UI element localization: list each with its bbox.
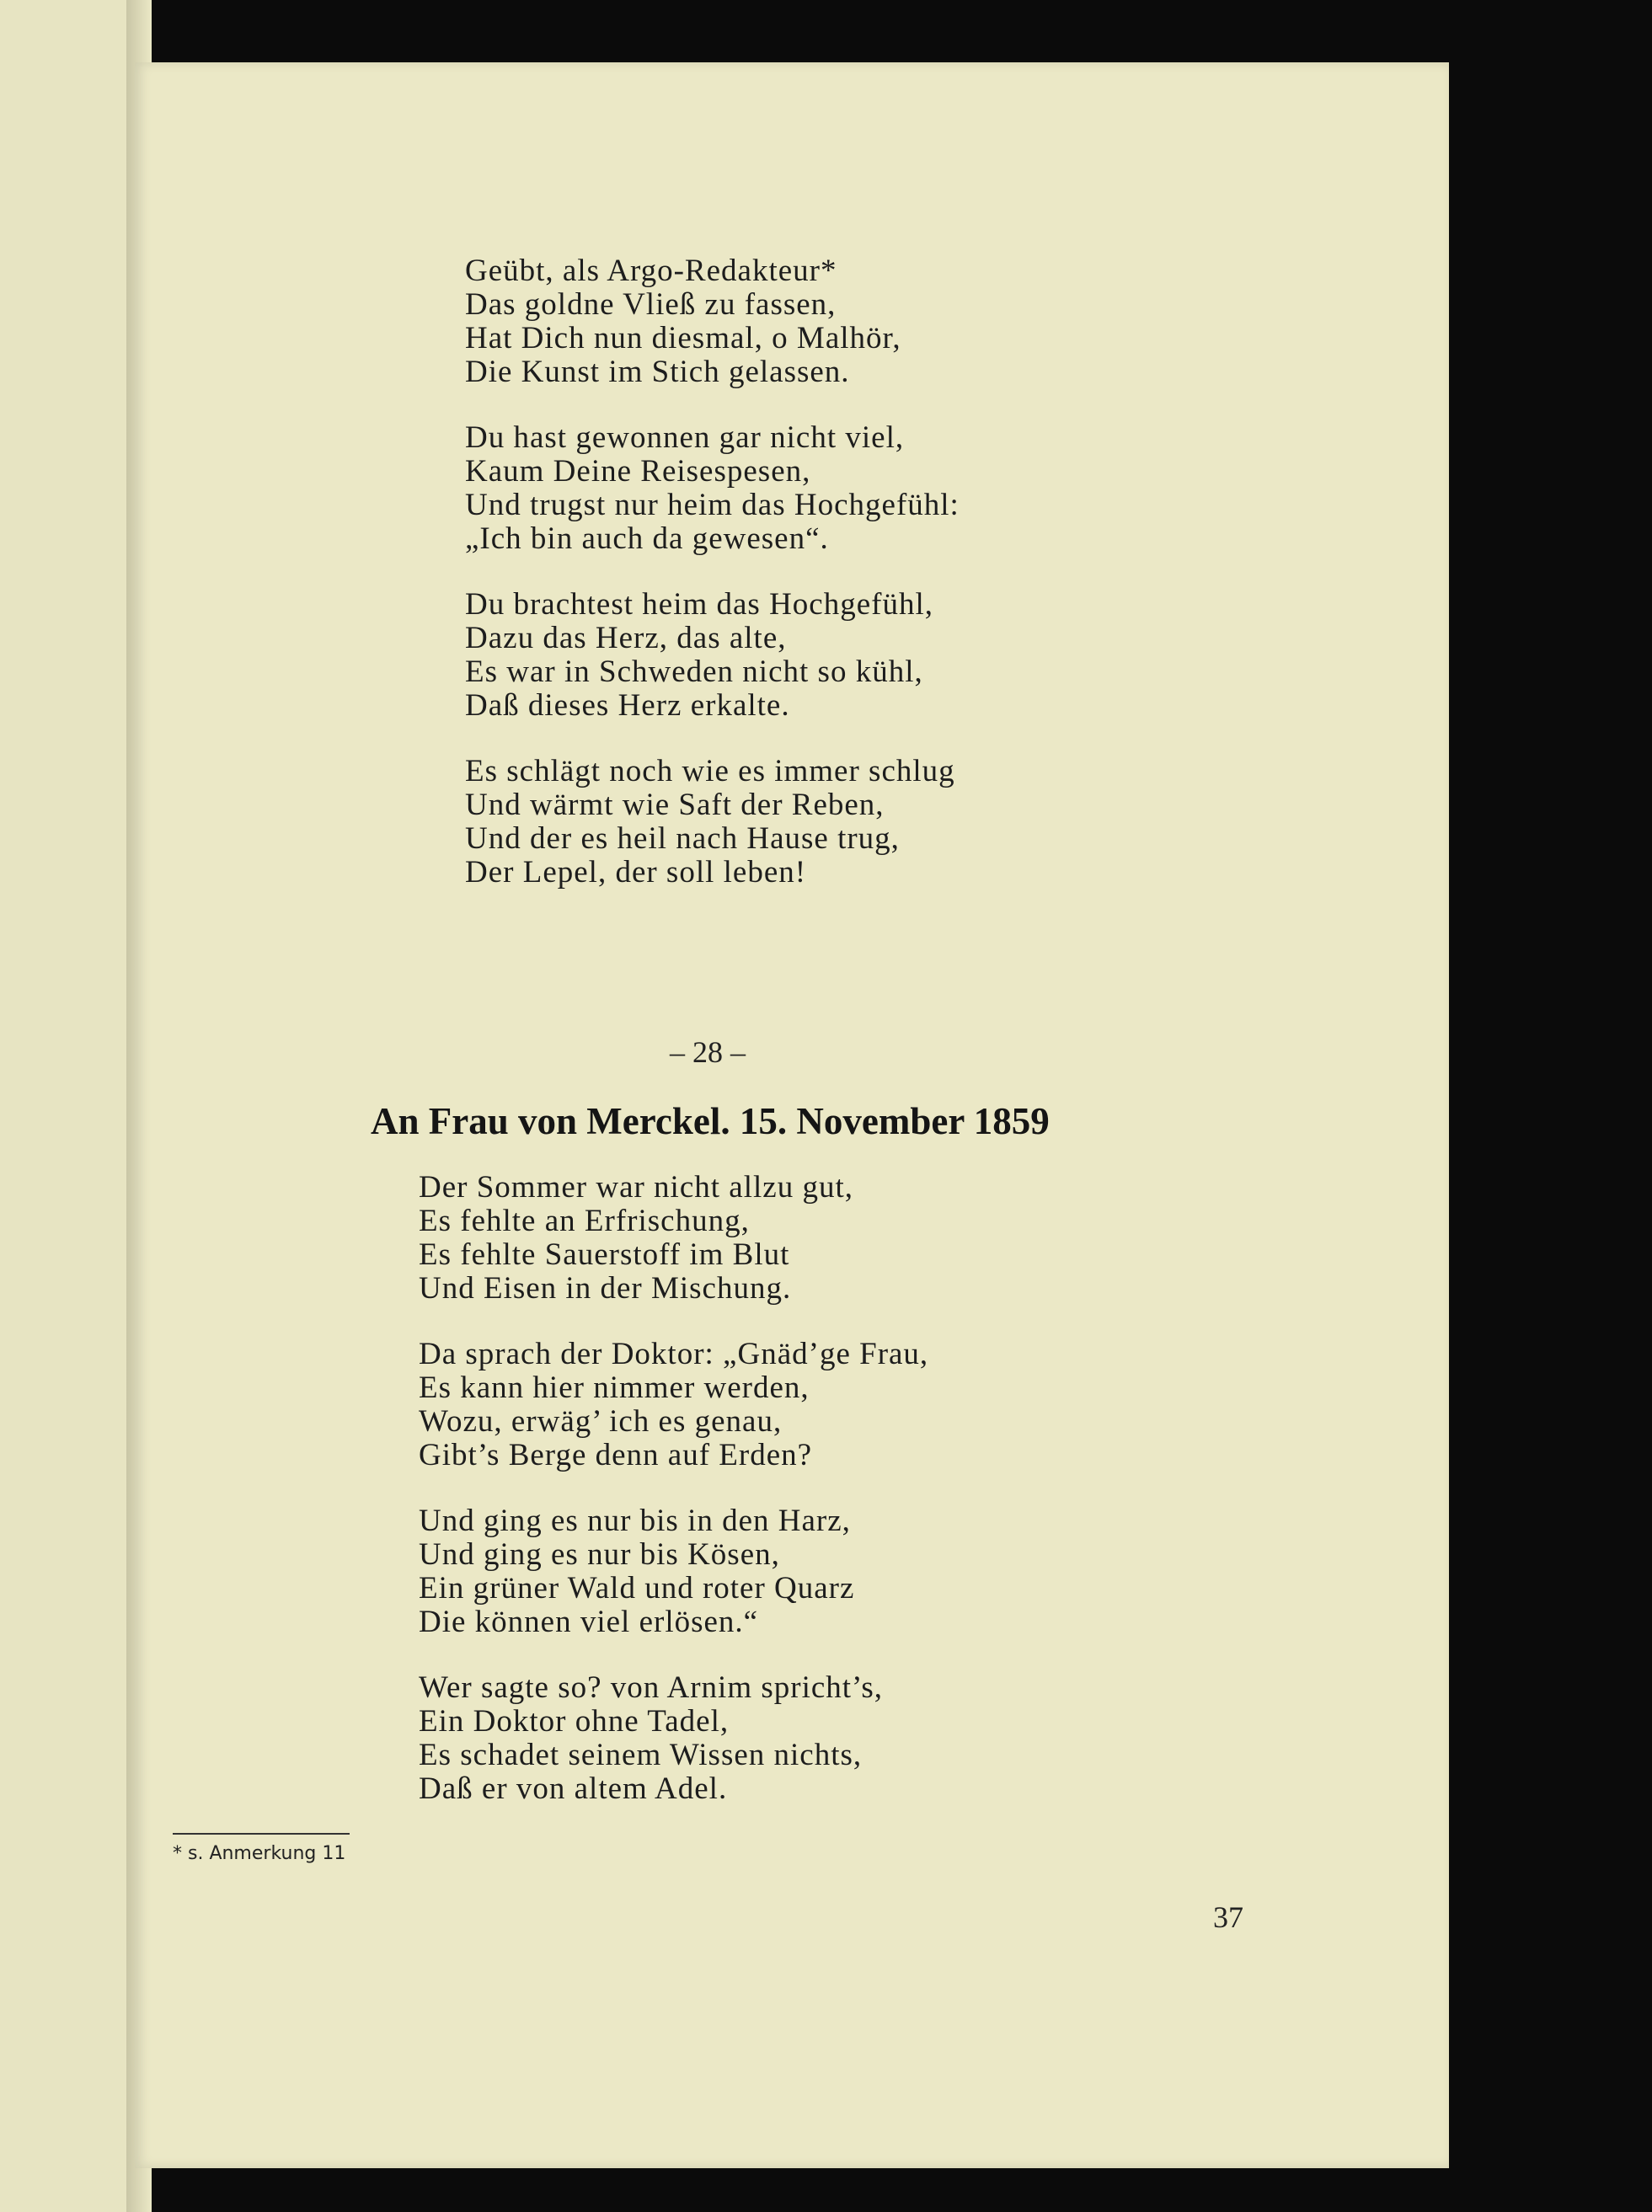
poem-heading: An Frau von Merckel. 15. November 1859 [371, 1100, 1050, 1142]
stanza [419, 1338, 928, 1472]
stanza [465, 254, 960, 389]
poem-line: Kaum Deine Reisespesen, [465, 454, 811, 489]
poem-line: Der Sommer war nicht allzu gut, [419, 1170, 853, 1205]
poem-line: Du brachtest heim das Hochgefühl, [465, 587, 933, 622]
page-number: 37 [1213, 1900, 1243, 1934]
poem-line: Geübt, als Argo-Redakteur* [465, 254, 837, 288]
poem-line: Es schlägt noch wie es immer schlug [465, 754, 955, 788]
poem-line: Der Lepel, der soll leben! [465, 855, 807, 890]
stanza [465, 421, 960, 556]
poem-line: Wozu, erwäg’ ich es genau, [419, 1404, 783, 1439]
poem-line: Das goldne Vließ zu fassen, [465, 287, 837, 322]
stanza [465, 588, 960, 723]
poem-line: Und Eisen in der Mischung. [419, 1271, 792, 1306]
poem-line: Dazu das Herz, das alte, [465, 621, 787, 655]
poem-line: Gibt’s Berge denn auf Erden? [419, 1438, 813, 1472]
stanza [419, 1671, 928, 1806]
poem-line: Es kann hier nimmer werden, [419, 1370, 810, 1405]
poem-line: Und trugst nur heim das Hochgefühl: [465, 488, 960, 522]
section-number: – 28 – [670, 1035, 746, 1069]
poem-line: Wer sagte so? von Arnim spricht’s, [419, 1670, 883, 1705]
poem-line: Die Kunst im Stich gelassen. [465, 355, 850, 389]
poem-line: Es fehlte an Erfrischung, [419, 1204, 750, 1238]
top-poem [465, 254, 960, 922]
poem-line: Es fehlte Sauerstoff im Blut [419, 1237, 790, 1272]
footnote: * s. Anmerkung 11 [173, 1843, 346, 1864]
poem-line: Es schadet seinem Wissen nichts, [419, 1738, 863, 1772]
stanza [419, 1171, 928, 1306]
poem-line: Und der es heil nach Hause trug, [465, 821, 900, 856]
poem-line: Du hast gewonnen gar nicht viel, [465, 420, 905, 455]
poem-line: Und ging es nur bis in den Harz, [419, 1504, 851, 1538]
poem-line: Die können viel erlösen.“ [419, 1605, 759, 1639]
poem-line: Ein grüner Wald und roter Quarz [419, 1571, 855, 1606]
poem-line: Ein Doktor ohne Tadel, [419, 1704, 730, 1739]
poem-line: „Ich bin auch da gewesen“. [465, 521, 829, 556]
poem-line: Daß er von altem Adel. [419, 1771, 728, 1806]
footnote-rule [173, 1833, 350, 1835]
second-poem [419, 1171, 928, 1838]
poem-line: Daß dieses Herz erkalte. [465, 688, 790, 723]
poem-line: Es war in Schweden nicht so kühl, [465, 655, 923, 689]
poem-line: Da sprach der Doktor: „Gnäd’ge Frau, [419, 1337, 929, 1371]
stanza [419, 1504, 928, 1639]
poem-line: Hat Dich nun diesmal, o Malhör, [465, 321, 901, 355]
previous-page-edge [0, 0, 126, 2212]
stanza [465, 755, 960, 890]
poem-line: Und wärmt wie Saft der Reben, [465, 788, 885, 822]
poem-line: Und ging es nur bis Kösen, [419, 1537, 780, 1572]
